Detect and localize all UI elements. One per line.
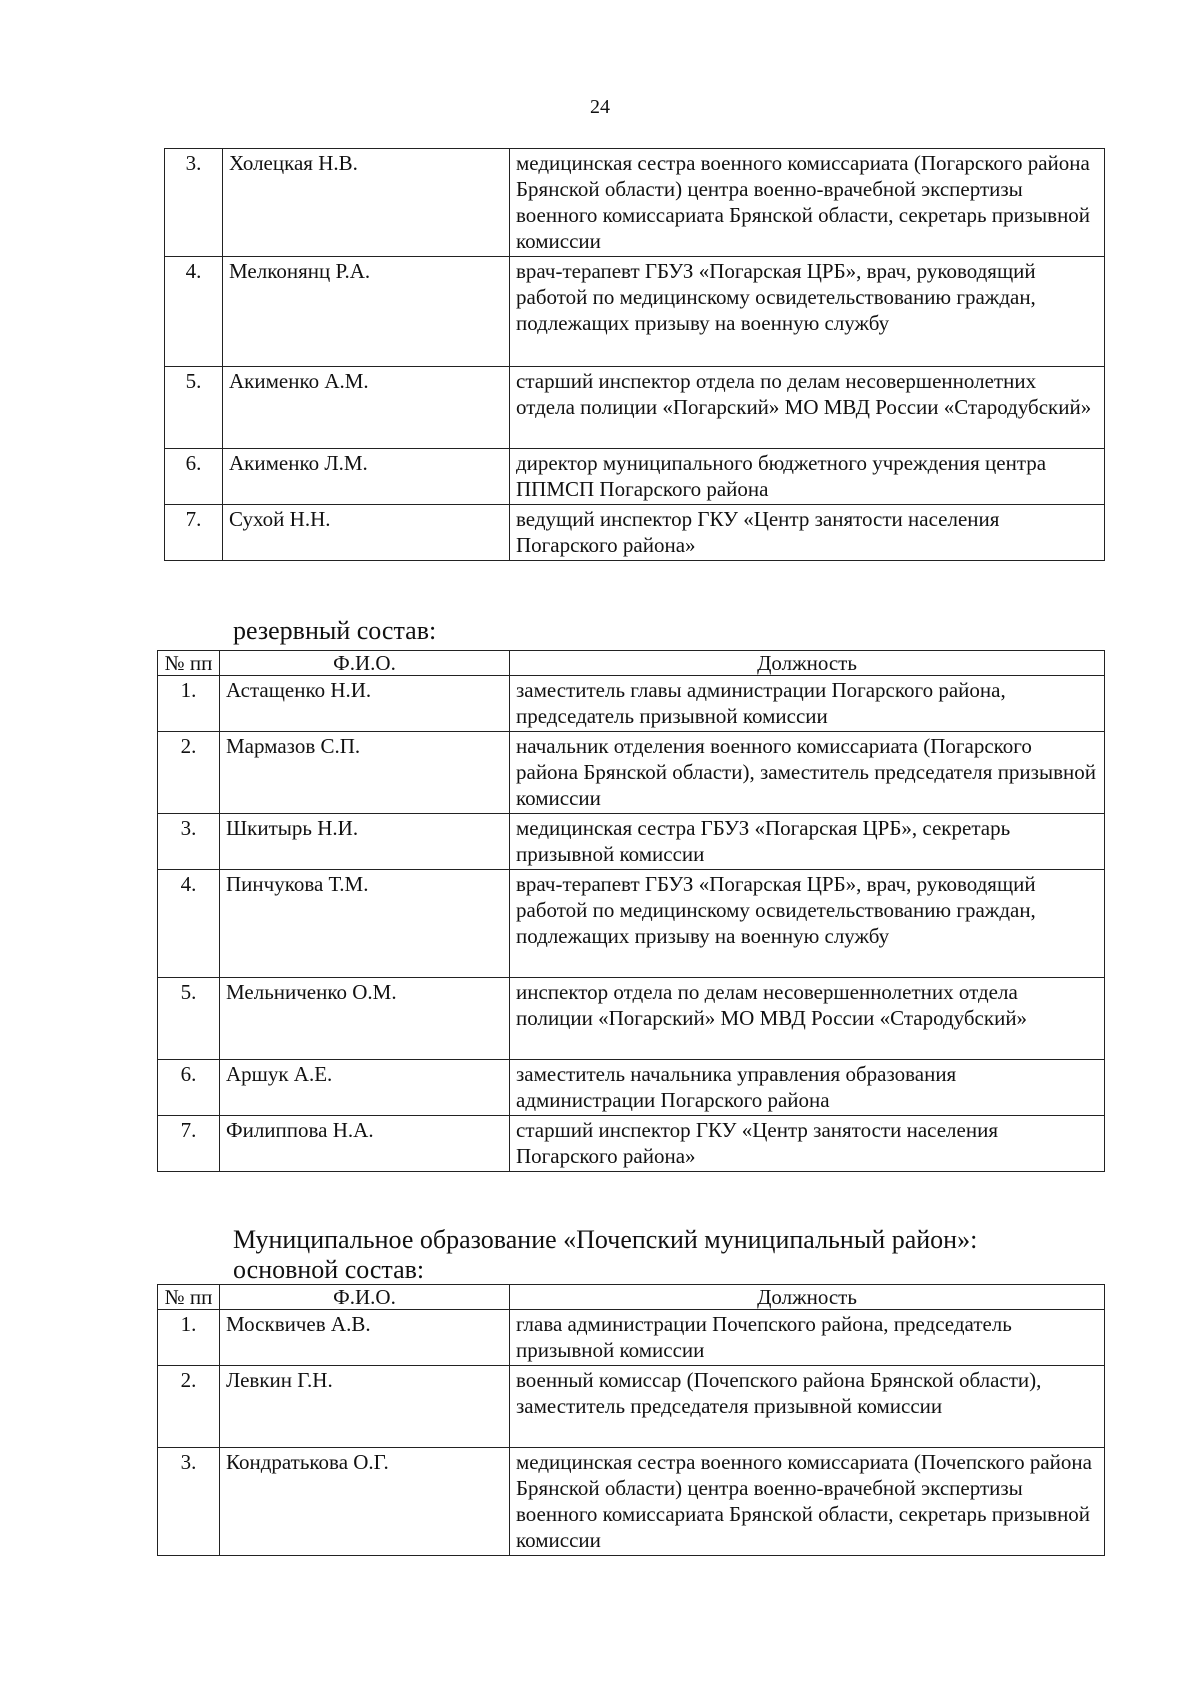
row-number: 2.	[158, 1366, 220, 1448]
member-name: Акименко А.М.	[223, 367, 510, 449]
table-row	[158, 732, 1105, 814]
member-position: медицинская сестра военного комиссариата (Почепского района Брянской области) центра военно-врачебной экспертизы военного комиссариата Брянской области, секретарь призывной комиссии	[510, 1448, 1105, 1556]
row-number: 4.	[165, 257, 223, 367]
row-number: 7.	[158, 1116, 220, 1172]
member-name: Москвичев А.В.	[220, 1310, 510, 1366]
row-number: 4.	[158, 870, 220, 978]
member-position: ведущий инспектор ГКУ «Центр занятости населения Погарского района»	[510, 505, 1105, 561]
member-position: военный комиссар (Почепского района Брянской области), заместитель председателя призывной комиссии	[510, 1366, 1105, 1448]
page-number: 24	[590, 96, 610, 118]
row-number: 7.	[165, 505, 223, 561]
member-name: Филиппова Н.А.	[220, 1116, 510, 1172]
row-number: 3.	[158, 814, 220, 870]
table-row	[165, 149, 1105, 257]
row-number: 1.	[158, 1310, 220, 1366]
table-row	[158, 1116, 1105, 1172]
row-number: 3.	[158, 1448, 220, 1556]
member-name: Холецкая Н.В.	[223, 149, 510, 257]
row-number: 6.	[165, 449, 223, 505]
table-row	[158, 1060, 1105, 1116]
table-row	[165, 505, 1105, 561]
row-number: 2.	[158, 732, 220, 814]
header-number: № пп	[158, 1285, 220, 1310]
table-row	[158, 1448, 1105, 1556]
table-header-row	[158, 1285, 1105, 1310]
table-pochep-main-composition	[157, 1284, 1105, 1556]
member-name: Сухой Н.Н.	[223, 505, 510, 561]
row-number: 5.	[158, 978, 220, 1060]
member-position: директор муниципального бюджетного учреждения центра ППМСП Погарского района	[510, 449, 1105, 505]
reserve-heading: резервный состав:	[233, 616, 437, 645]
member-position: заместитель главы администрации Погарского района, председатель призывной комиссии	[510, 676, 1105, 732]
header-name: Ф.И.О.	[220, 1285, 510, 1310]
member-name: Кондратькова О.Г.	[220, 1448, 510, 1556]
member-position: инспектор отдела по делам несовершеннолетних отдела полиции «Погарский» МО МВД России «Стародубский»	[510, 978, 1105, 1060]
table-row	[158, 814, 1105, 870]
header-number: № пп	[158, 651, 220, 676]
member-name: Шкитырь Н.И.	[220, 814, 510, 870]
member-position: врач-терапевт ГБУЗ «Погарская ЦРБ», врач, руководящий работой по медицинскому освидетельствованию граждан, подлежащих призыву на военную службу	[510, 870, 1105, 978]
table-row	[165, 367, 1105, 449]
row-number: 1.	[158, 676, 220, 732]
member-position: заместитель начальника управления образования администрации Погарского района	[510, 1060, 1105, 1116]
member-name: Аршук А.Е.	[220, 1060, 510, 1116]
main-composition-heading: основной состав:	[233, 1255, 425, 1284]
table-row	[158, 1310, 1105, 1366]
member-position: врач-терапевт ГБУЗ «Погарская ЦРБ», врач, руководящий работой по медицинскому освидетельствованию граждан, подлежащих призыву на военную службу	[510, 257, 1105, 367]
member-position: начальник отделения военного комиссариата (Погарского района Брянской области), заместитель председателя призывной комиссии	[510, 732, 1105, 814]
member-name: Мелконянц Р.А.	[223, 257, 510, 367]
table-row	[158, 1366, 1105, 1448]
table-row	[158, 870, 1105, 978]
member-name: Астащенко Н.И.	[220, 676, 510, 732]
header-name: Ф.И.О.	[220, 651, 510, 676]
header-position: Должность	[510, 1285, 1105, 1310]
member-position: медицинская сестра военного комиссариата (Погарского района Брянской области) центра военно-врачебной экспертизы военного комиссариата Брянской области, секретарь призывной комиссии	[510, 149, 1105, 257]
member-name: Мармазов С.П.	[220, 732, 510, 814]
table-row	[165, 449, 1105, 505]
member-name: Мельниченко О.М.	[220, 978, 510, 1060]
table-reserve-composition	[157, 650, 1105, 1172]
row-number: 6.	[158, 1060, 220, 1116]
table-row	[158, 676, 1105, 732]
header-position: Должность	[510, 651, 1105, 676]
member-position: старший инспектор ГКУ «Центр занятости населения Погарского района»	[510, 1116, 1105, 1172]
member-position: старший инспектор отдела по делам несовершеннолетних отдела полиции «Погарский» МО МВД России «Стародубский»	[510, 367, 1105, 449]
member-name: Пинчукова Т.М.	[220, 870, 510, 978]
table-header-row	[158, 651, 1105, 676]
table-row	[165, 257, 1105, 367]
table-main-composition-continued	[164, 148, 1105, 561]
table-row	[158, 978, 1105, 1060]
row-number: 5.	[165, 367, 223, 449]
member-position: глава администрации Почепского района, председатель призывной комиссии	[510, 1310, 1105, 1366]
municipality-heading: Муниципальное образование «Почепский муниципальный район»:	[233, 1225, 978, 1254]
member-position: медицинская сестра ГБУЗ «Погарская ЦРБ», секретарь призывной комиссии	[510, 814, 1105, 870]
member-name: Левкин Г.Н.	[220, 1366, 510, 1448]
member-name: Акименко Л.М.	[223, 449, 510, 505]
row-number: 3.	[165, 149, 223, 257]
